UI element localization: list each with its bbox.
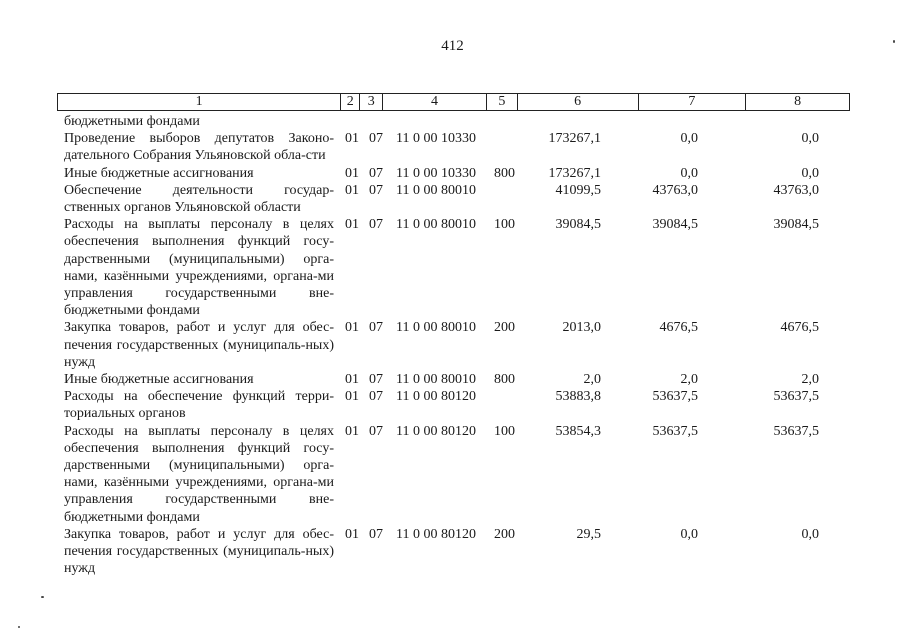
cell-amount-col7: 4676,5: [659, 320, 698, 336]
row-description: Расходы на выплаты персоналу в целях обеспечения выполнения функций госу-дарственными (муниципальными) орга-нами, казёнными учреждениями, органа-ми управления государственными вне-бюджетными фондами: [64, 217, 334, 319]
cell-amount-col8: 0,0: [801, 131, 819, 147]
table-body: [0, 113, 905, 577]
cell-target-article: 11 0 00 10330: [396, 131, 476, 147]
cell-target-article: 11 0 00 80010: [396, 217, 476, 233]
cell-subsection: 07: [369, 320, 383, 336]
row-description: Обеспечение деятельности государ-ственных органов Ульяновской области: [64, 182, 334, 216]
cell-amount-col7: 0,0: [680, 165, 698, 181]
table-row: [0, 113, 905, 130]
row-description: Расходы на выплаты персоналу в целях обеспечения выполнения функций госу-дарственными (муниципальными) орга-нами, казёнными учреждениями, органа-ми управления государственными вне-бюджетными фондами: [64, 423, 334, 525]
cell-subsection: 07: [369, 526, 383, 542]
table-header: [57, 93, 850, 111]
table-row: [0, 526, 905, 578]
cell-section: 01: [345, 165, 359, 181]
cell-amount-col7: 0,0: [680, 526, 698, 542]
cell-target-article: 11 0 00 80120: [396, 423, 476, 439]
cell-expense-type: 100: [494, 423, 515, 439]
row-description: Иные бюджетные ассигнования: [64, 372, 254, 388]
cell-amount-col7: 2,0: [680, 372, 698, 388]
cell-subsection: 07: [369, 372, 383, 388]
cell-section: 01: [345, 217, 359, 233]
cell-target-article: 11 0 00 80010: [396, 182, 476, 198]
column-header-4: 4: [382, 94, 486, 110]
cell-amount-col7: 43763,0: [652, 182, 698, 198]
row-description: Проведение выборов депутатов Законо-дательного Собрания Ульяновской обла-сти: [64, 131, 334, 164]
cell-subsection: 07: [369, 423, 383, 439]
cell-amount-col6: 2013,0: [562, 320, 601, 336]
column-header-5: 5: [486, 94, 517, 110]
cell-subsection: 07: [369, 217, 383, 233]
scan-speck: [41, 596, 44, 598]
cell-amount-col8: 4676,5: [780, 320, 819, 336]
scan-speck: [893, 40, 895, 43]
row-description: бюджетными фондами: [64, 114, 200, 129]
cell-amount-col8: 2,0: [801, 372, 819, 388]
cell-target-article: 11 0 00 80010: [396, 320, 476, 336]
cell-section: 01: [345, 131, 359, 147]
cell-expense-type: 200: [494, 320, 515, 336]
cell-section: 01: [345, 526, 359, 542]
cell-subsection: 07: [369, 182, 383, 198]
cell-amount-col8: 0,0: [801, 526, 819, 542]
row-description: Закупка товаров, работ и услуг для обес-печения государственных (муниципаль-ных) нужд: [64, 526, 334, 577]
cell-amount-col6: 2,0: [583, 372, 601, 388]
column-header-6: 6: [517, 94, 638, 110]
cell-expense-type: 200: [494, 526, 515, 542]
cell-section: 01: [345, 320, 359, 336]
table-row: [0, 165, 905, 182]
cell-amount-col6: 41099,5: [555, 182, 601, 198]
cell-amount-col7: 39084,5: [652, 217, 698, 233]
row-description: Иные бюджетные ассигнования: [64, 165, 254, 181]
cell-expense-type: 800: [494, 372, 515, 388]
cell-amount-col6: 173267,1: [548, 131, 601, 147]
cell-amount-col7: 0,0: [680, 131, 698, 147]
cell-amount-col7: 53637,5: [652, 389, 698, 405]
table-row: [0, 423, 905, 526]
cell-subsection: 07: [369, 165, 383, 181]
scan-speck: [18, 626, 20, 628]
cell-expense-type: 800: [494, 165, 515, 181]
row-description: Закупка товаров, работ и услуг для обес-печения государственных (муниципаль-ных) нужд: [64, 320, 334, 370]
table-row: [0, 182, 905, 216]
column-header-7: 7: [638, 94, 746, 110]
column-header-8: 8: [745, 94, 849, 110]
cell-amount-col8: 43763,0: [773, 182, 819, 198]
cell-target-article: 11 0 00 80120: [396, 526, 476, 542]
cell-expense-type: 100: [494, 217, 515, 233]
cell-target-article: 11 0 00 10330: [396, 165, 476, 181]
column-header-1: 1: [195, 94, 203, 109]
cell-amount-col7: 53637,5: [652, 423, 698, 439]
cell-amount-col8: 53637,5: [773, 389, 819, 405]
cell-target-article: 11 0 00 80010: [396, 372, 476, 388]
cell-amount-col6: 29,5: [576, 526, 601, 542]
page-number: 412: [441, 38, 464, 54]
cell-subsection: 07: [369, 131, 383, 147]
cell-target-article: 11 0 00 80120: [396, 389, 476, 405]
table-row: [0, 130, 905, 164]
table-row: [0, 319, 905, 371]
table-row: [0, 371, 905, 388]
cell-amount-col8: 39084,5: [773, 217, 819, 233]
cell-section: 01: [345, 372, 359, 388]
table-row: [0, 216, 905, 319]
cell-section: 01: [345, 423, 359, 439]
cell-amount-col6: 53883,8: [555, 389, 601, 405]
cell-amount-col8: 53637,5: [773, 423, 819, 439]
cell-section: 01: [345, 389, 359, 405]
cell-subsection: 07: [369, 389, 383, 405]
cell-amount-col6: 173267,1: [548, 165, 601, 181]
column-header-3: 3: [359, 94, 382, 110]
cell-section: 01: [345, 182, 359, 198]
table-row: [0, 388, 905, 422]
row-description: Расходы на обеспечение функций терри-ториальных органов: [64, 389, 334, 422]
cell-amount-col8: 0,0: [801, 165, 819, 181]
cell-amount-col6: 53854,3: [555, 423, 601, 439]
column-header-2: 2: [340, 94, 359, 110]
cell-amount-col6: 39084,5: [555, 217, 601, 233]
